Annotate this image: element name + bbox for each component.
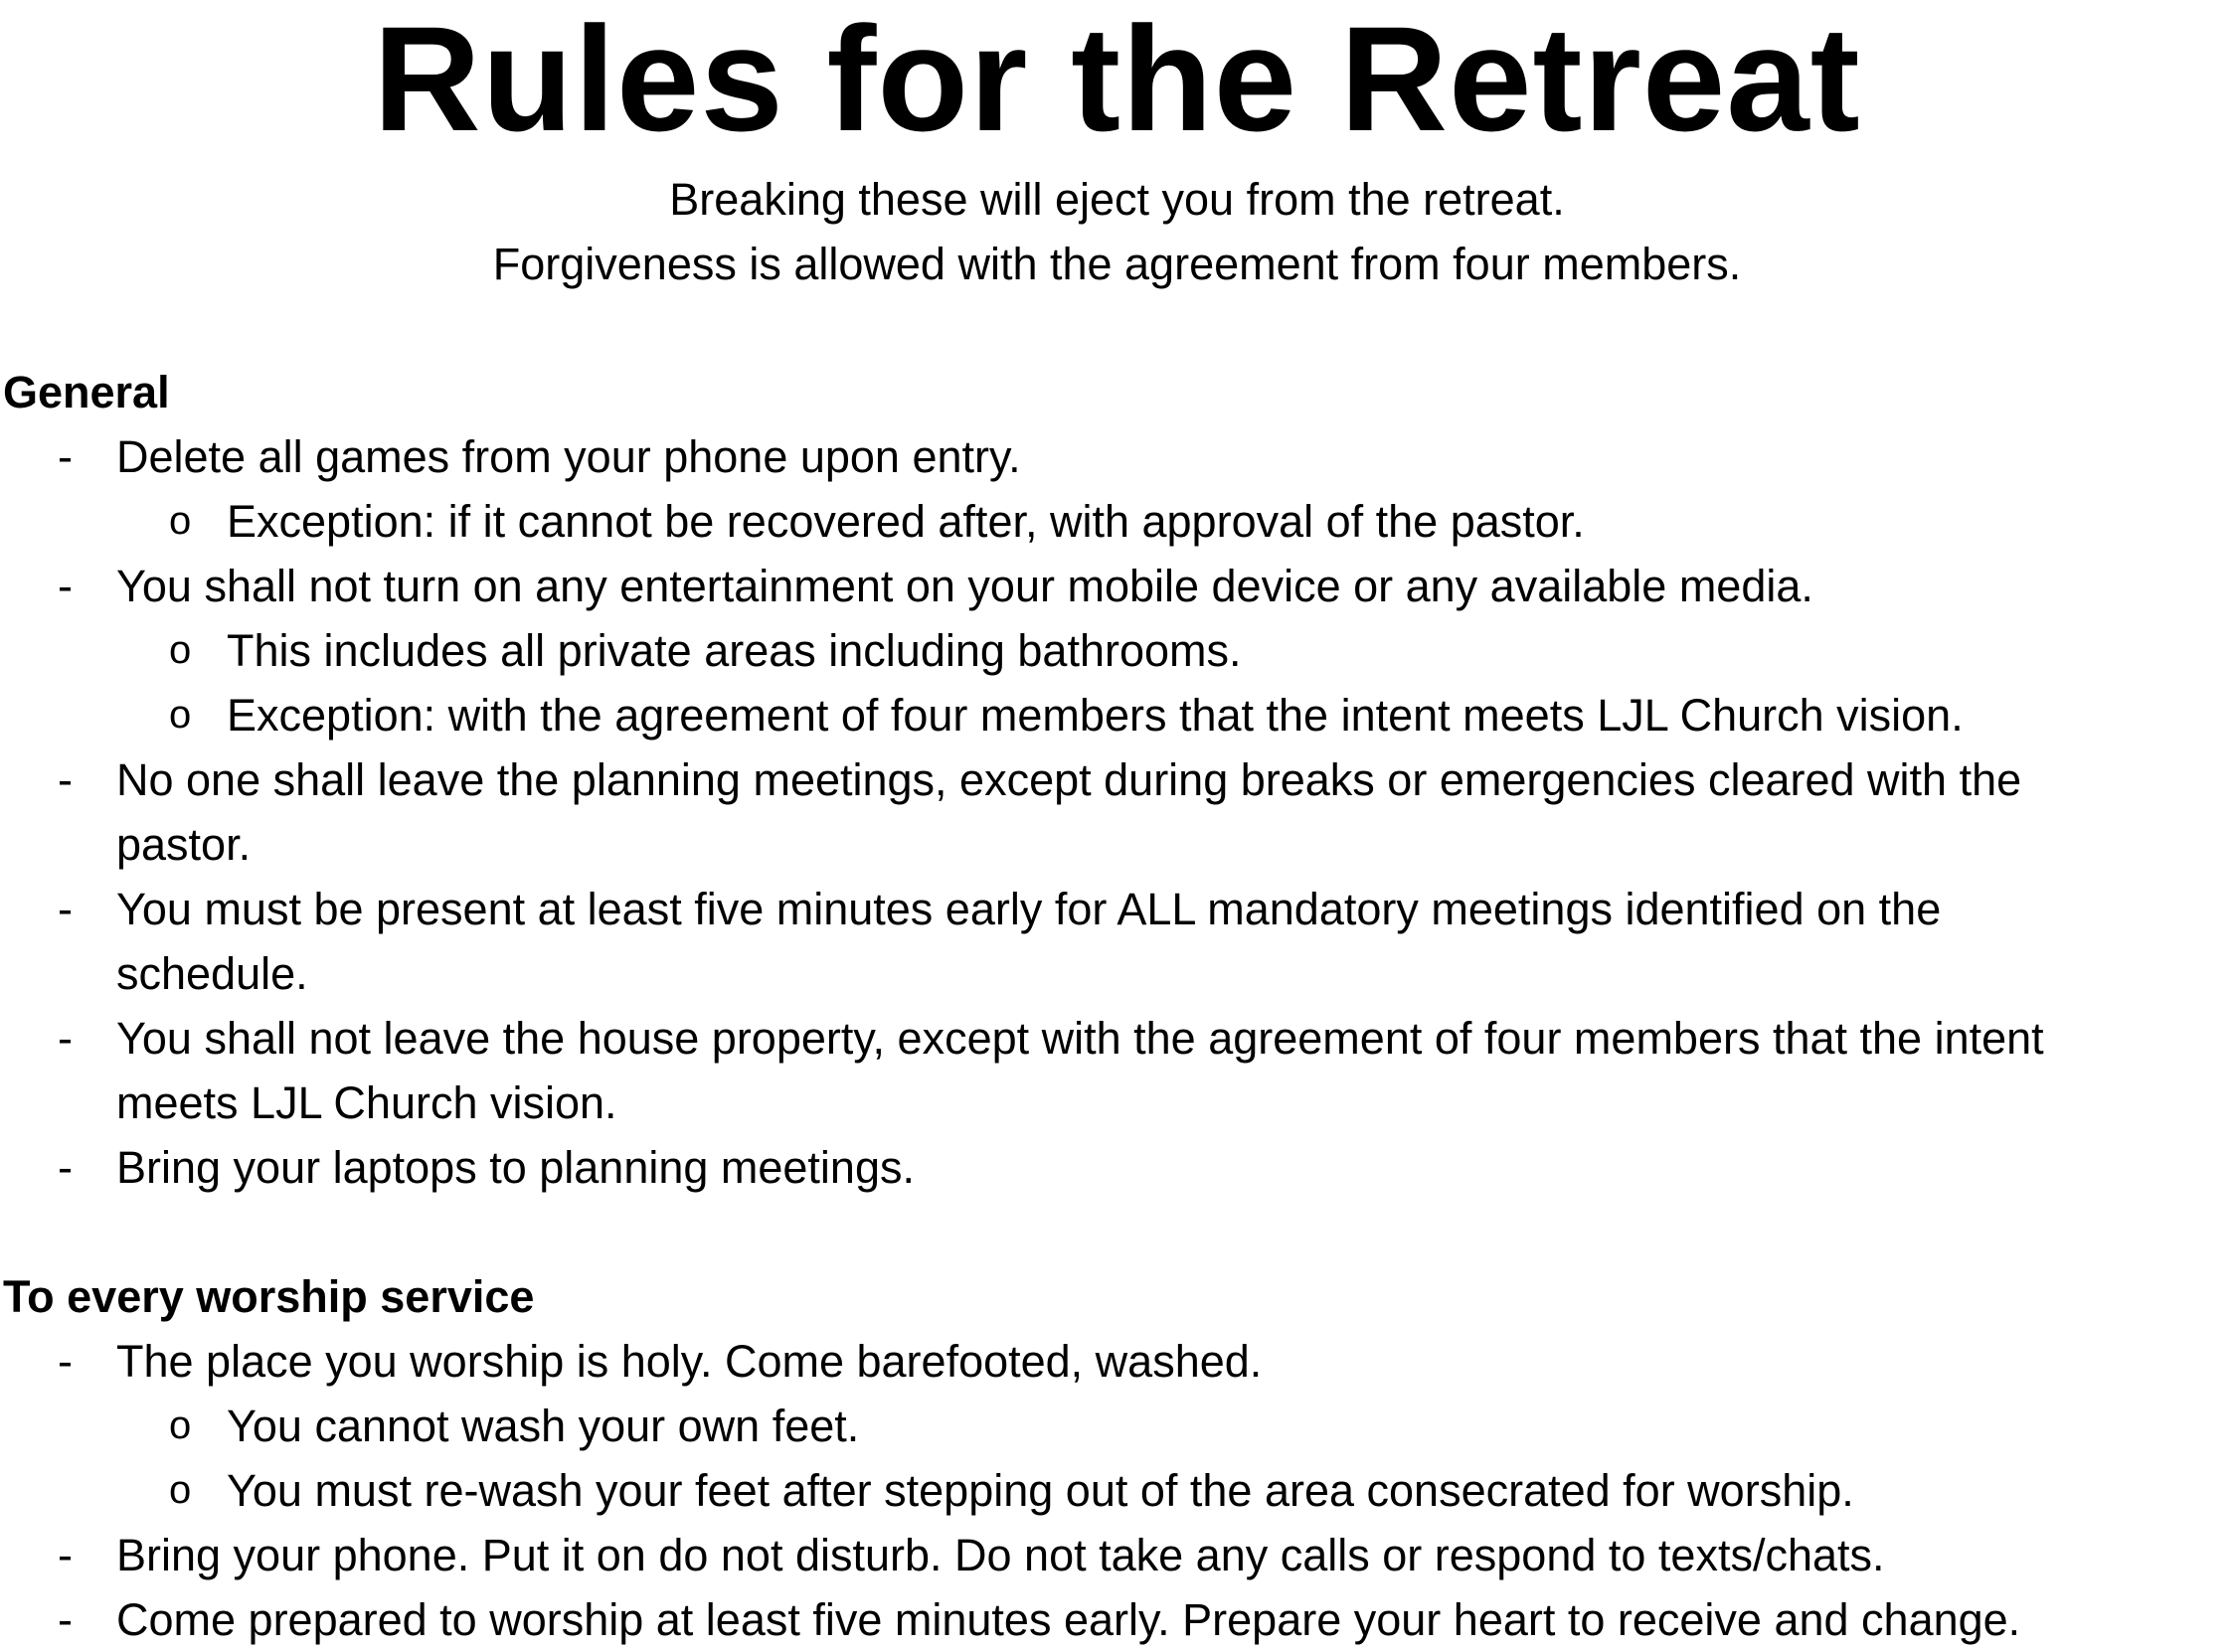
circle-bullet: o (169, 499, 192, 543)
dash-bullet: - (58, 431, 73, 482)
rule-item: You shall not turn on any entertainment on your mobile device or any available media. (116, 561, 1813, 611)
rule-item: Bring your laptops to planning meetings. (116, 1142, 915, 1193)
dash-bullet: - (58, 1142, 73, 1193)
dash-bullet: - (58, 884, 73, 934)
rule-item-line: You shall not leave the house property, except with the agreement of four members that the intent (116, 1013, 2044, 1064)
rule-subitem: You cannot wash your own feet. (227, 1401, 860, 1451)
rule-item: Come prepared to worship at least five minutes early. Prepare your heart to receive and change. (116, 1594, 2021, 1645)
rule-item: The place you worship is holy. Come barefooted, washed. (116, 1336, 1263, 1387)
rule-subitem: This includes all private areas including bathrooms. (227, 625, 1242, 676)
rule-item: Delete all games from your phone upon entry. (116, 431, 1021, 482)
circle-bullet: o (169, 1468, 192, 1512)
circle-bullet: o (169, 693, 192, 737)
rule-subitem: Exception: with the agreement of four members that the intent meets LJL Church vision. (227, 690, 1964, 741)
rule-item-line: pastor. (116, 819, 252, 870)
rule-item-line: You must be present at least five minutes early for ALL mandatory meetings identified on the (116, 884, 1942, 934)
rule-subitem: Exception: if it cannot be recovered after, with approval of the pastor. (227, 496, 1585, 547)
rule-item-line: No one shall leave the planning meetings, except during breaks or emergencies cleared with the (116, 754, 2022, 805)
page-title: Rules for the Retreat (373, 0, 1861, 162)
dash-bullet: - (58, 754, 73, 805)
section-heading-worship: To every worship service (3, 1271, 535, 1322)
section-heading-general: General (3, 367, 170, 417)
rule-subitem: You must re-wash your feet after stepping out of the area consecrated for worship. (227, 1465, 1854, 1516)
dash-bullet: - (58, 1336, 73, 1387)
circle-bullet: o (169, 628, 192, 672)
dash-bullet: - (58, 561, 73, 611)
rule-item-line: meets LJL Church vision. (116, 1077, 617, 1128)
dash-bullet: - (58, 1530, 73, 1580)
rule-item: Bring your phone. Put it on do not disturb. Do not take any calls or respond to texts/chats. (116, 1530, 1885, 1580)
subtitle-line-2: Forgiveness is allowed with the agreement from four members. (492, 239, 1742, 289)
subtitle-line-1: Breaking these will eject you from the retreat. (669, 174, 1565, 225)
rule-item-line: schedule. (116, 948, 308, 999)
circle-bullet: o (169, 1404, 192, 1447)
dash-bullet: - (58, 1013, 73, 1064)
dash-bullet: - (58, 1594, 73, 1645)
